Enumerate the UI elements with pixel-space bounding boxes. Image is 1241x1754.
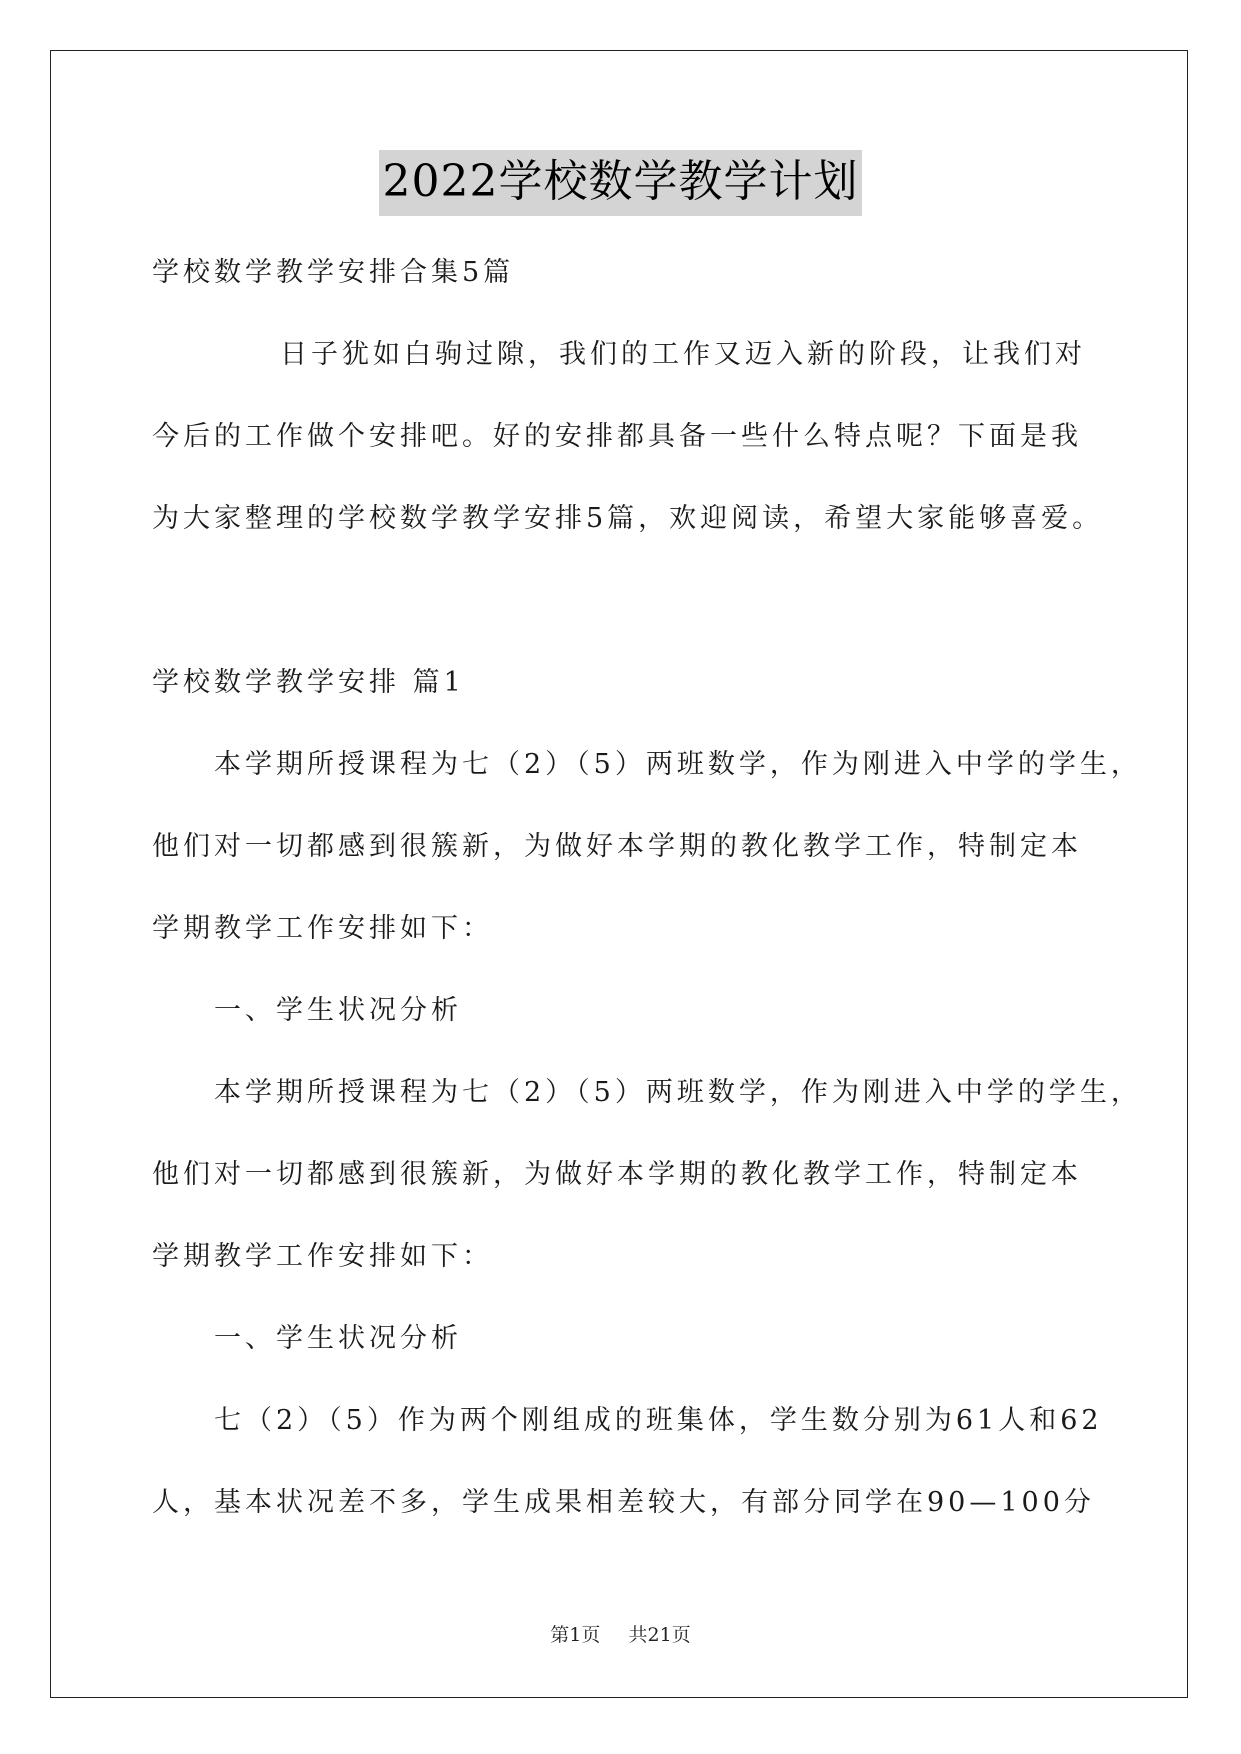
body-heading: 一、学生状况分析 xyxy=(214,1323,462,1354)
section-heading: 学校数学教学安排 篇1 xyxy=(152,667,465,698)
intro-line: 日子犹如白驹过隙，我们的工作又迈入新的阶段，让我们对 xyxy=(280,339,1086,370)
body-line: 人，基本状况差不多，学生成果相差较大，有部分同学在90—100分 xyxy=(152,1487,1095,1518)
intro-line: 今后的工作做个安排吧。好的安排都具备一些什么特点呢？下面是我 xyxy=(152,421,1082,452)
page-number: 第1页 xyxy=(550,1624,601,1646)
body-line: 学期教学工作安排如下： xyxy=(152,913,493,944)
spacer xyxy=(152,560,1092,642)
body-line: 他们对一切都感到很簇新，为做好本学期的教化教学工作，特制定本 xyxy=(152,831,1082,862)
body-heading: 一、学生状况分析 xyxy=(214,995,462,1026)
title-container xyxy=(0,150,1241,216)
body-line: 他们对一切都感到很簇新，为做好本学期的教化教学工作，特制定本 xyxy=(152,1159,1082,1190)
subtitle: 学校数学教学安排合集5篇 xyxy=(152,257,515,288)
document-body xyxy=(152,232,1142,1544)
body-line: 学期教学工作安排如下： xyxy=(152,1241,493,1272)
intro-line: 为大家整理的学校数学教学安排5篇，欢迎阅读，希望大家能够喜爱。 xyxy=(152,503,1104,534)
body-line: 本学期所授课程为七（2）（5）两班数学，作为刚进入中学的学生， xyxy=(214,749,1142,780)
page-footer xyxy=(0,1620,1241,1647)
body-line: 七（2）（5）作为两个刚组成的班集体，学生数分别为61人和62 xyxy=(214,1405,1103,1436)
body-line: 本学期所授课程为七（2）（5）两班数学，作为刚进入中学的学生， xyxy=(214,1077,1142,1108)
page-total: 共21页 xyxy=(628,1624,691,1646)
document-title: 2022学校数学教学计划 xyxy=(379,150,863,216)
